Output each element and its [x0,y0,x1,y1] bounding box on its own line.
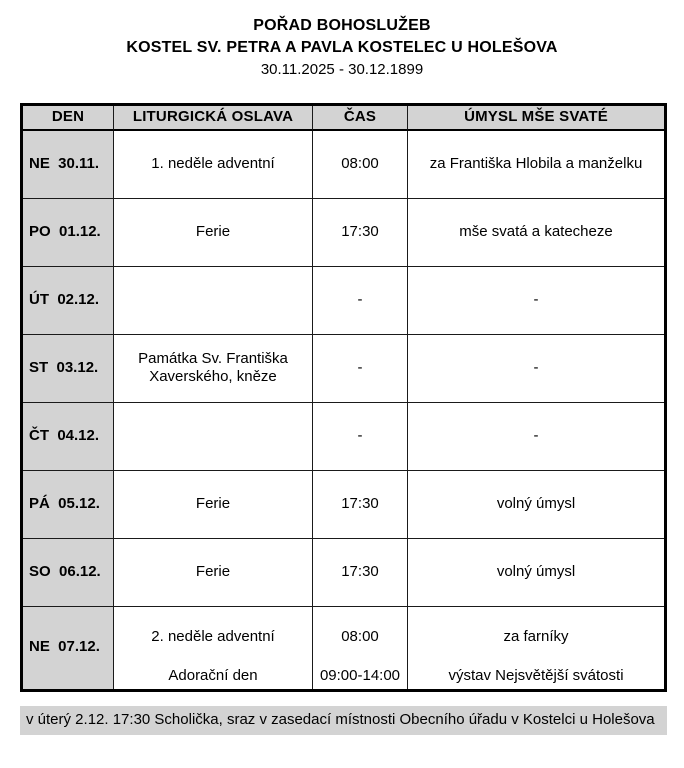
celebration-cell [114,267,313,335]
day-cell: PO 01.12. [23,199,114,267]
intention-cell: volný úmysl [408,539,664,607]
intention-cell: - [408,403,664,471]
day-cell: SO 06.12. [23,539,114,607]
celebration-cell [114,607,313,689]
intention-entry-1: za farníky [503,627,569,645]
time-cell: 17:30 [313,471,408,539]
celebration-cell [114,403,313,471]
intention-cell: mše svatá a katecheze [408,199,664,267]
column-header-cas: ČAS [313,106,408,131]
day-cell: NE 30.11. [23,131,114,199]
time-entry-2: 09:00-14:00 [319,667,401,685]
celebration-entry-2: Adorační den [168,667,258,685]
time-cell: 17:30 [313,539,408,607]
day-cell: ÚT 02.12. [23,267,114,335]
date-range: 30.11.2025 - 30.12.1899 [260,61,424,79]
footer-note: v úterý 2.12. 17:30 Scholička, sraz v zasedací místnosti Obecního úřadu v Kostelci u Holešova [20,706,667,735]
celebration-entry-1: 2. neděle adventní [151,627,275,645]
intention-cell [408,607,664,689]
intention-cell: - [408,267,664,335]
time-cell: - [313,267,408,335]
column-header-umysl: ÚMYSL MŠE SVATÉ [408,106,664,131]
day-cell: PÁ 05.12. [23,471,114,539]
time-cell: 17:30 [313,199,408,267]
time-cell: - [313,403,408,471]
schedule-table [20,103,667,692]
column-header-oslava: LITURGICKÁ OSLAVA [114,106,313,131]
day-cell: NE 07.12. [23,607,114,689]
time-cell: - [313,335,408,403]
time-entry-1: 08:00 [341,627,379,645]
day-cell: ČT 04.12. [23,403,114,471]
time-cell [313,607,408,689]
celebration-cell: Ferie [114,539,313,607]
intention-cell: volný úmysl [408,471,664,539]
celebration-cell: Památka Sv. Františka Xaverského, kněze [114,335,313,403]
time-cell: 08:00 [313,131,408,199]
intention-cell: za Františka Hlobila a manželku [408,131,664,199]
celebration-cell: Ferie [114,471,313,539]
church-name: KOSTEL SV. PETRA A PAVLA KOSTELEC U HOLEŠOVA [126,39,558,57]
document-title: POŘAD BOHOSLUŽEB [253,17,431,34]
title-block [0,15,684,81]
intention-cell: - [408,335,664,403]
celebration-cell: 1. neděle adventní [114,131,313,199]
column-header-den: DEN [23,106,114,131]
celebration-cell: Ferie [114,199,313,267]
day-cell: ST 03.12. [23,335,114,403]
intention-entry-2: výstav Nejsvětější svátosti [448,667,624,685]
